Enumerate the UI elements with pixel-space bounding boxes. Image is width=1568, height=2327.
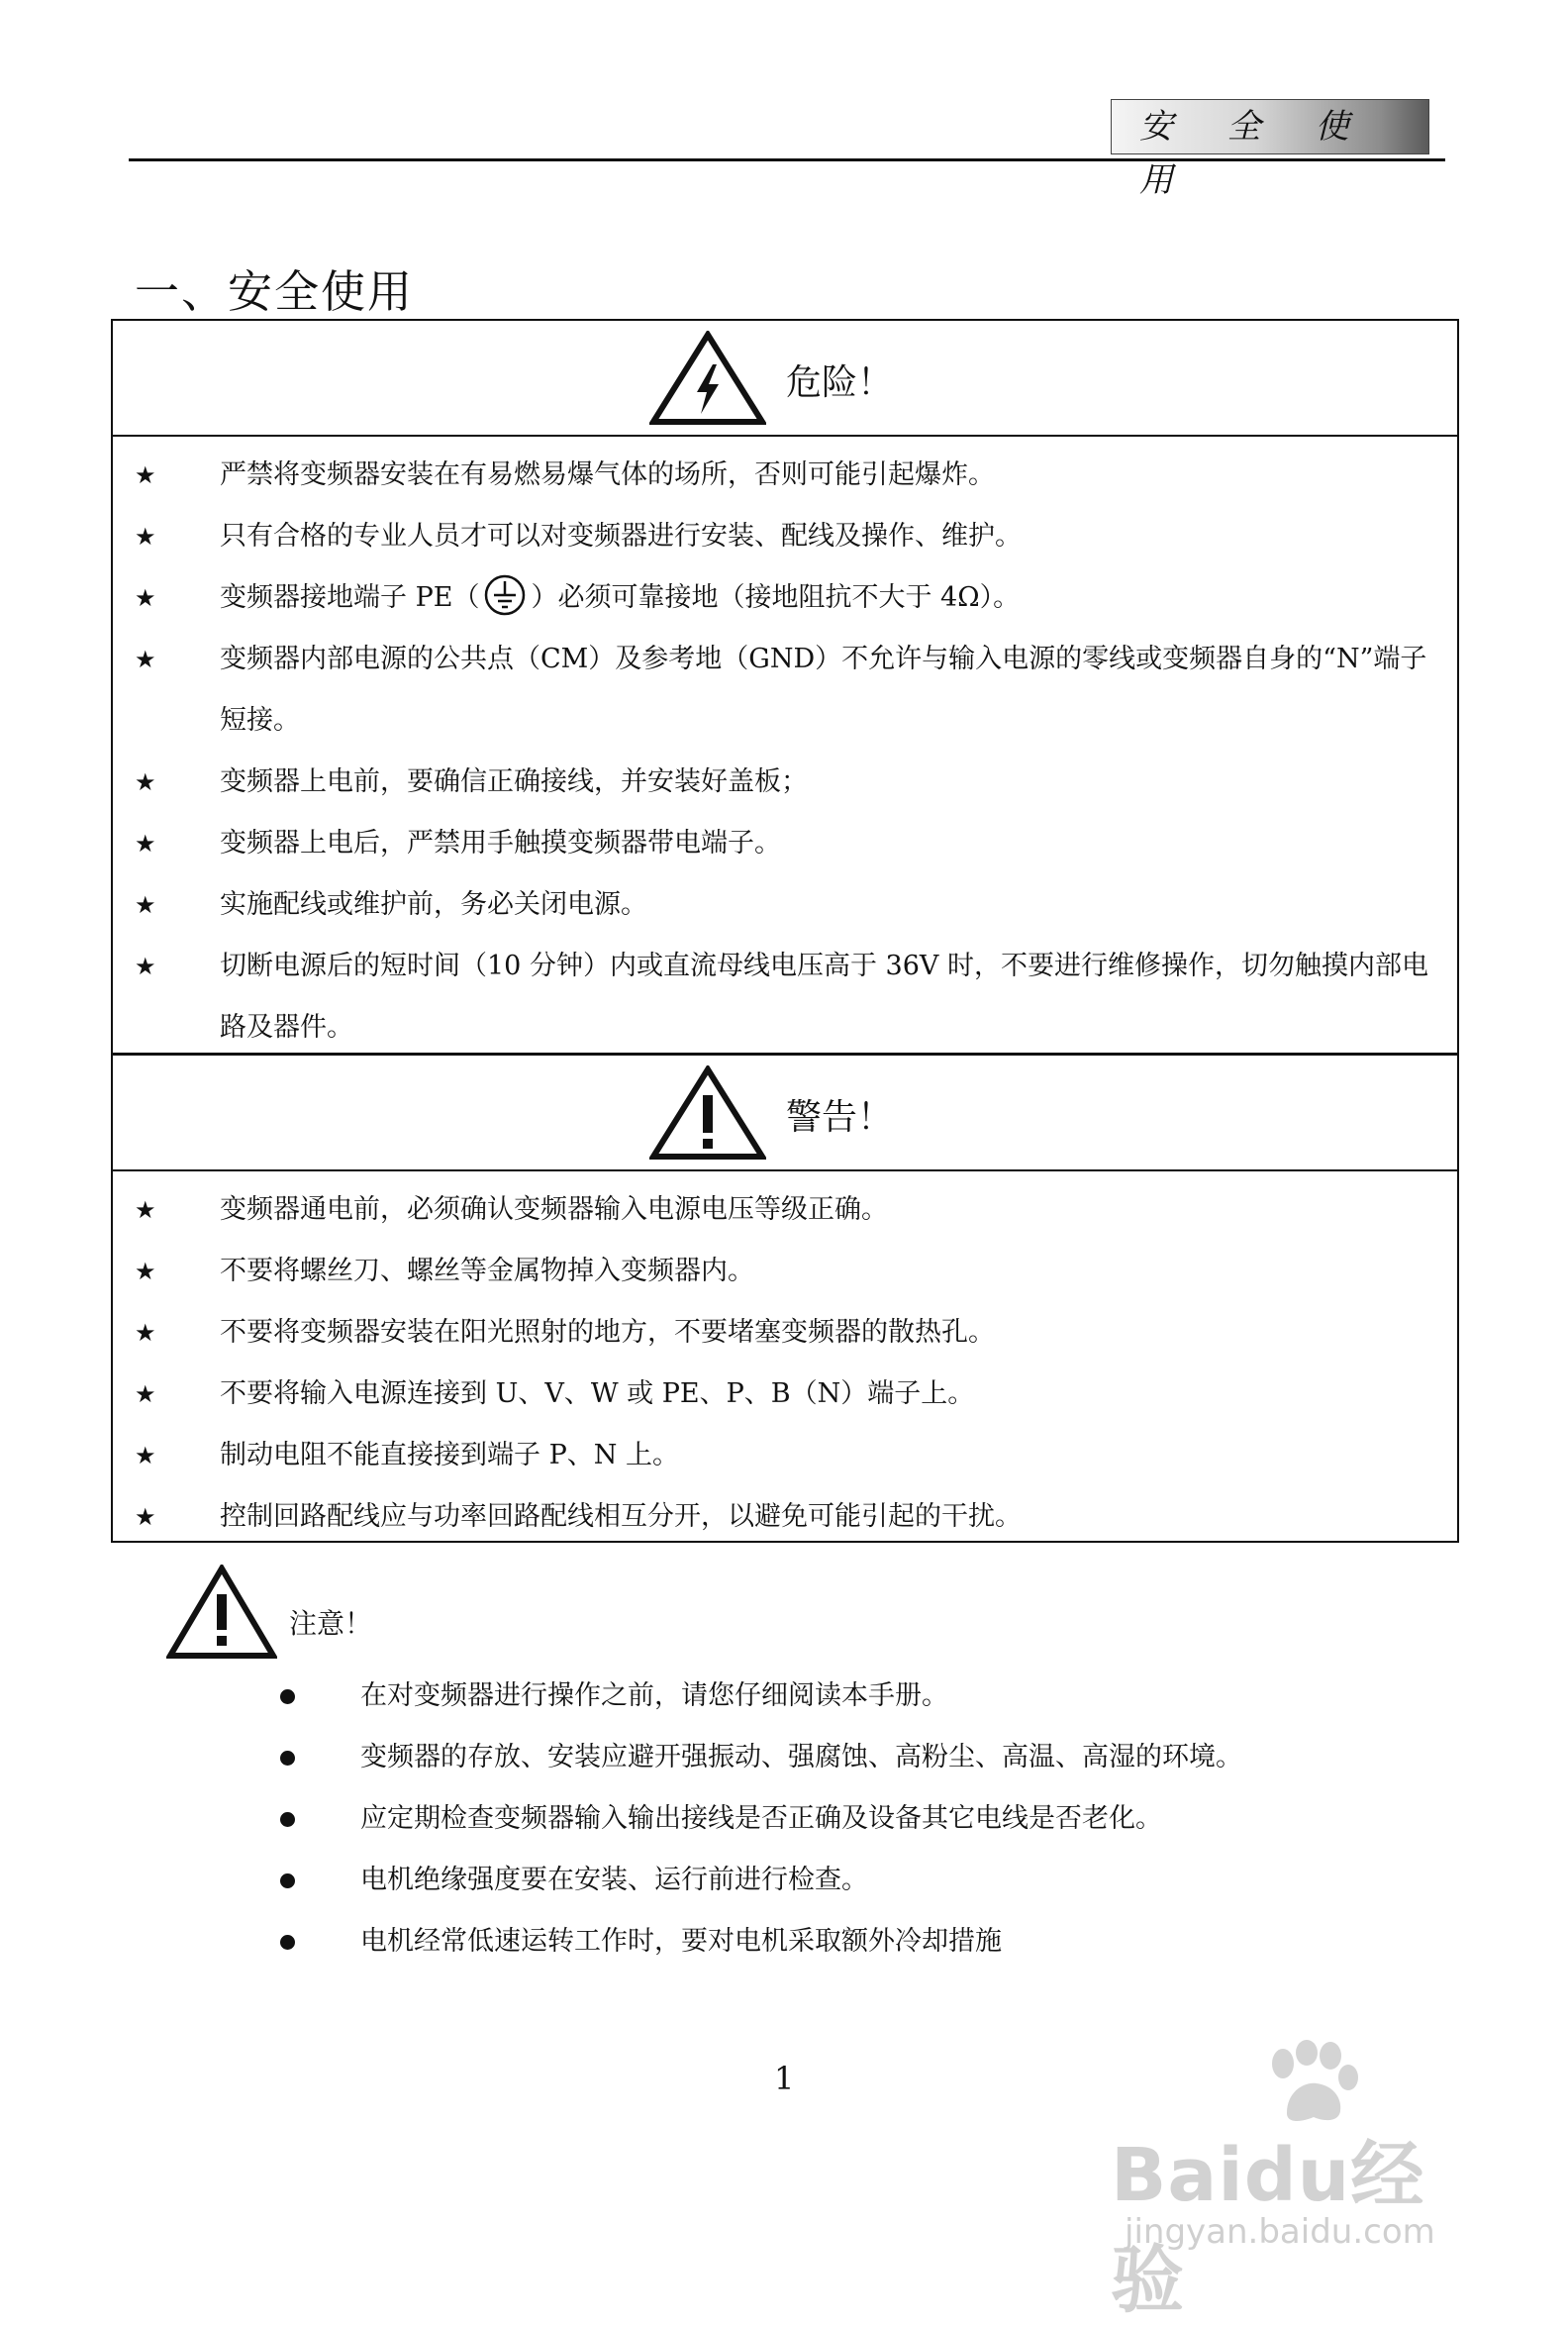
caution-icon [166,1565,277,1660]
header-section-tab: 安 全 使 用 [1111,99,1429,154]
danger-item-text: 实施配线或维护前，务必关闭电源。 [220,889,647,920]
warning-list [113,1171,1457,1548]
danger-item [113,874,1457,936]
notice-item [0,1911,1242,1973]
warning-item-text: 制动电阻不能直接接到端子 P、N 上。 [220,1440,679,1470]
star-bullet-icon: ★ [135,1380,156,1408]
warning-item [113,1302,1457,1364]
warning-item [113,1241,1457,1302]
danger-item-text: 变频器内部电源的公共点（CM）及参考地（GND）不允许与输入电源的零线或变频器自身的“N”端子短接。 [220,644,1427,736]
star-bullet-icon: ★ [135,1442,156,1469]
danger-item [113,506,1457,567]
warning-item-text: 变频器通电前，必须确认变频器输入电源电压等级正确。 [220,1194,888,1225]
star-bullet-icon: ★ [135,891,156,919]
notice-item [0,1788,1242,1850]
notice-item [0,1727,1242,1788]
star-bullet-icon: ★ [135,953,156,980]
warning-item-text: 控制回路配线应与功率回路配线相互分开，以避免可能引起的干扰。 [220,1501,1022,1532]
notice-list [0,1666,1242,1973]
notice-item-text: 应定期检查变频器输入输出接线是否正确及设备其它电线是否老化。 [360,1803,1162,1834]
warning-box [111,1054,1459,1543]
warning-item [113,1179,1457,1241]
danger-item [113,567,1457,629]
notice-item-text: 在对变频器进行操作之前，请您仔细阅读本手册。 [360,1680,948,1711]
bullet-dot-icon [280,1935,295,1950]
danger-item-text: ）必须可靠接地（接地阻抗不大于 4Ω）。 [531,582,1021,613]
notice-item-text: 电机绝缘强度要在安装、运行前进行检查。 [360,1865,868,1895]
baidu-watermark [1111,2040,1497,2323]
danger-item [113,813,1457,874]
bullet-dot-icon [280,1751,295,1766]
danger-item-text: 变频器上电前，要确信正确接线，并安装好盖板； [220,766,808,797]
warning-label: 警告！ [786,1097,894,1138]
notice-item [0,1666,1242,1727]
page-number: 1 [774,2060,795,2097]
danger-item-text: 只有合格的专业人员才可以对变频器进行安装、配线及操作、维护。 [220,521,1022,552]
header-rule [129,158,1445,161]
star-bullet-icon: ★ [135,768,156,796]
warning-item-text: 不要将变频器安装在阳光照射的地方，不要堵塞变频器的散热孔。 [220,1317,995,1348]
danger-list [113,437,1457,1059]
danger-item-text: 切断电源后的短时间（10 分钟）内或直流母线电压高于 36V 时，不要进行维修操作，切勿触摸内部电路及器件。 [220,951,1428,1043]
danger-item [113,445,1457,506]
notice-label: 注意！ [289,1607,373,1640]
exclamation-warning-icon [649,1065,766,1161]
notice-item-text: 变频器的存放、安装应避开强振动、强腐蚀、高粉尘、高温、高湿的环境。 [360,1742,1242,1772]
high-voltage-warning-icon [649,331,766,426]
warning-header [113,1056,1457,1171]
danger-item [113,752,1457,813]
danger-item [113,629,1457,752]
star-bullet-icon: ★ [135,461,156,489]
notice-item [0,1850,1242,1911]
paw-logo-icon [1257,2040,1366,2125]
star-bullet-icon: ★ [135,523,156,551]
danger-item-text: 严禁将变频器安装在有易燃易爆气体的场所，否则可能引起爆炸。 [220,459,995,490]
danger-item [113,936,1457,1059]
star-bullet-icon: ★ [135,1196,156,1224]
watermark-url: jingyan.baidu.com [1125,2212,1435,2252]
danger-item-text: 变频器接地端子 PE（ [220,582,480,613]
watermark-brand: Baidu经验 [1111,2133,1425,2323]
warning-item [113,1364,1457,1425]
danger-label: 危险！ [786,362,894,403]
section-title: 一、安全使用 [135,265,415,318]
star-bullet-icon: ★ [135,1503,156,1531]
bullet-dot-icon [280,1689,295,1704]
danger-header [113,321,1457,437]
star-bullet-icon: ★ [135,646,156,673]
danger-item-text: 变频器上电后，严禁用手触摸变频器带电端子。 [220,828,781,859]
bullet-dot-icon [280,1812,295,1827]
star-bullet-icon: ★ [135,584,156,612]
ground-icon [483,573,527,617]
warning-item-text: 不要将螺丝刀、螺丝等金属物掉入变频器内。 [220,1256,754,1286]
star-bullet-icon: ★ [135,830,156,858]
star-bullet-icon: ★ [135,1258,156,1285]
warning-item [113,1486,1457,1548]
warning-item [113,1425,1457,1486]
danger-box [111,319,1459,1055]
star-bullet-icon: ★ [135,1319,156,1347]
notice-item-text: 电机经常低速运转工作时，要对电机采取额外冷却措施 [360,1926,1002,1957]
warning-item-text: 不要将输入电源连接到 U、V、W 或 PE、P、B（N）端子上。 [220,1378,975,1409]
bullet-dot-icon [280,1873,295,1888]
